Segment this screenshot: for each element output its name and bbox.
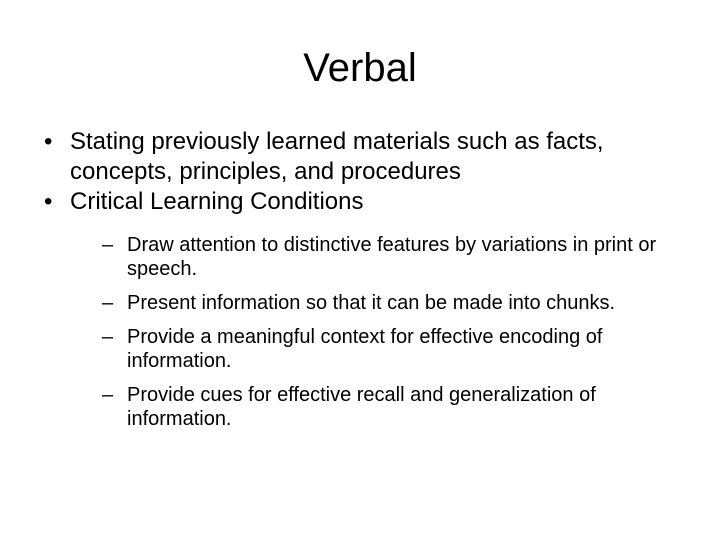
bullet-marker: •: [44, 188, 53, 215]
dash-marker: –: [102, 384, 114, 406]
dash-marker: –: [102, 234, 114, 256]
bullet-item: [44, 187, 694, 431]
bullet-list: [44, 127, 694, 441]
sub-bullet-item: [102, 325, 702, 373]
sub-bullet-text: Present information so that it can be made into chunks.: [127, 292, 616, 314]
sub-bullet-list: [102, 233, 702, 431]
slide-title: Verbal: [303, 46, 417, 90]
dash-marker: –: [102, 292, 114, 314]
bullet-item: [44, 127, 694, 187]
bullet-marker: •: [44, 128, 53, 155]
sub-bullet-item: [102, 291, 702, 315]
sub-bullet-item: [102, 233, 702, 281]
dash-marker: –: [102, 326, 114, 348]
bullet-text: Critical Learning Conditions: [70, 188, 364, 215]
sub-bullet-text: Provide cues for effective recall and generalization of information.: [127, 384, 596, 430]
sub-bullet-item: [102, 383, 702, 431]
bullet-text: Stating previously learned materials such as facts, concepts, principles, and procedures: [70, 128, 604, 185]
sub-bullet-text: Draw attention to distinctive features by variations in print or speech.: [127, 234, 657, 280]
sub-bullet-text: Provide a meaningful context for effective encoding of information.: [127, 326, 603, 372]
